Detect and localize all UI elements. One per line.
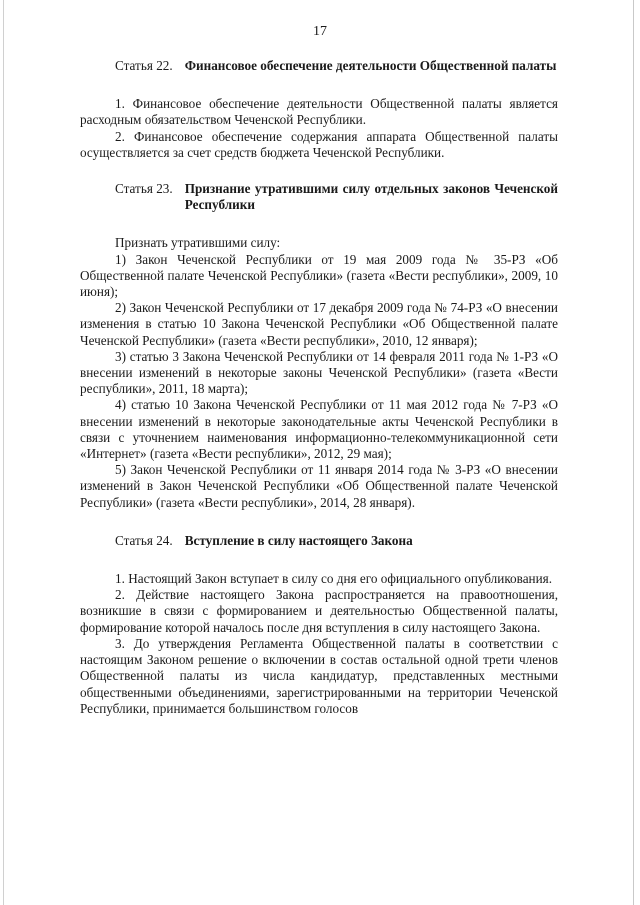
article-24-heading: Вступление в силу настоящего Закона	[184, 532, 413, 548]
article-23-heading: Признание утратившими силу отдельных законов Чеченской Республики	[184, 181, 558, 213]
article-24-label: Статья 24.	[115, 532, 173, 548]
article-22-paragraph-1: 1. Финансовое обеспечение деятельности Общественной палаты является расходным обязательством Чеченской Республики.	[80, 96, 558, 128]
page-number: 17	[313, 24, 327, 39]
article-22-paragraph-2: 2. Финансовое обеспечение содержания аппарата Общественной палаты осуществляется за счет средств бюджета Чеченской Республики.	[80, 128, 558, 160]
article-23-item-4: 4) статью 10 Закона Чеченской Республики от 11 мая 2012 года № 7-РЗ «О внесении изменений в некоторые законодательные акты Чеченской Республики в связи с уточнением наименования информационно-телекоммуникационной сети «Интернет» (газета «Вести республики», 2012, 29 мая);	[80, 397, 558, 462]
article-24-paragraph-1: 1. Настоящий Закон вступает в силу со дня его официального опубликования.	[115, 571, 553, 587]
scan-edge-left	[3, 0, 4, 905]
article-24-paragraph-2: 2. Действие настоящего Закона распространяется на правоотношения, возникшие в связи с формированием и деятельностью Общественной палаты, формирование которой началось после дня вступления в силу настоящего Закона.	[80, 587, 558, 635]
article-23-item-5: 5) Закон Чеченской Республики от 11 января 2014 года № 3-РЗ «О внесении изменений в Закон Чеченской Республики «Об Общественной палате Чеченской Республики» (газета «Вести республики», 2014, 28 января).	[80, 462, 558, 510]
article-24-title	[80, 533, 558, 549]
article-23-lead: Признать утратившими силу:	[115, 235, 281, 251]
article-22-heading: Финансовое обеспечение деятельности Общественной палаты	[184, 58, 557, 73]
article-22-label: Статья 22.	[115, 58, 173, 73]
scan-edge-right	[633, 0, 634, 905]
article-23-label: Статья 23.	[115, 181, 173, 197]
article-23-item-1: 1) Закон Чеченской Республики от 19 мая 2009 года № 35-РЗ «Об Общественной палате Чеченской Республики» (газета «Вести республики», 2009, 10 июня);	[80, 251, 558, 300]
article-23-title	[80, 181, 558, 213]
document-body	[80, 58, 558, 717]
article-22-title	[80, 58, 558, 74]
article-24-paragraph-3: 3. До утверждения Регламента Общественной палаты в соответствии с настоящим Законом решение о включении в состав остальной одной трети членов Общественной палаты из числа кандидатур, представленных местными общественными объединениями, зарегистрированными на территории Чеченской Республики, принимается большинством голосов	[80, 635, 558, 716]
article-23-item-2: 2) Закон Чеченской Республики от 17 декабря 2009 года № 74-РЗ «О внесении изменения в статью 10 Закона Чеченской Республики «Об Общественной палате Чеченской Республики» (газета «Вести республики», 2010, 12 января);	[80, 300, 558, 348]
article-23-item-3: 3) статью 3 Закона Чеченской Республики от 14 февраля 2011 года № 1-РЗ «О внесении изменений в некоторые законы Чеченской Республики» (газета «Вести республики», 2011, 18 марта);	[80, 348, 558, 397]
